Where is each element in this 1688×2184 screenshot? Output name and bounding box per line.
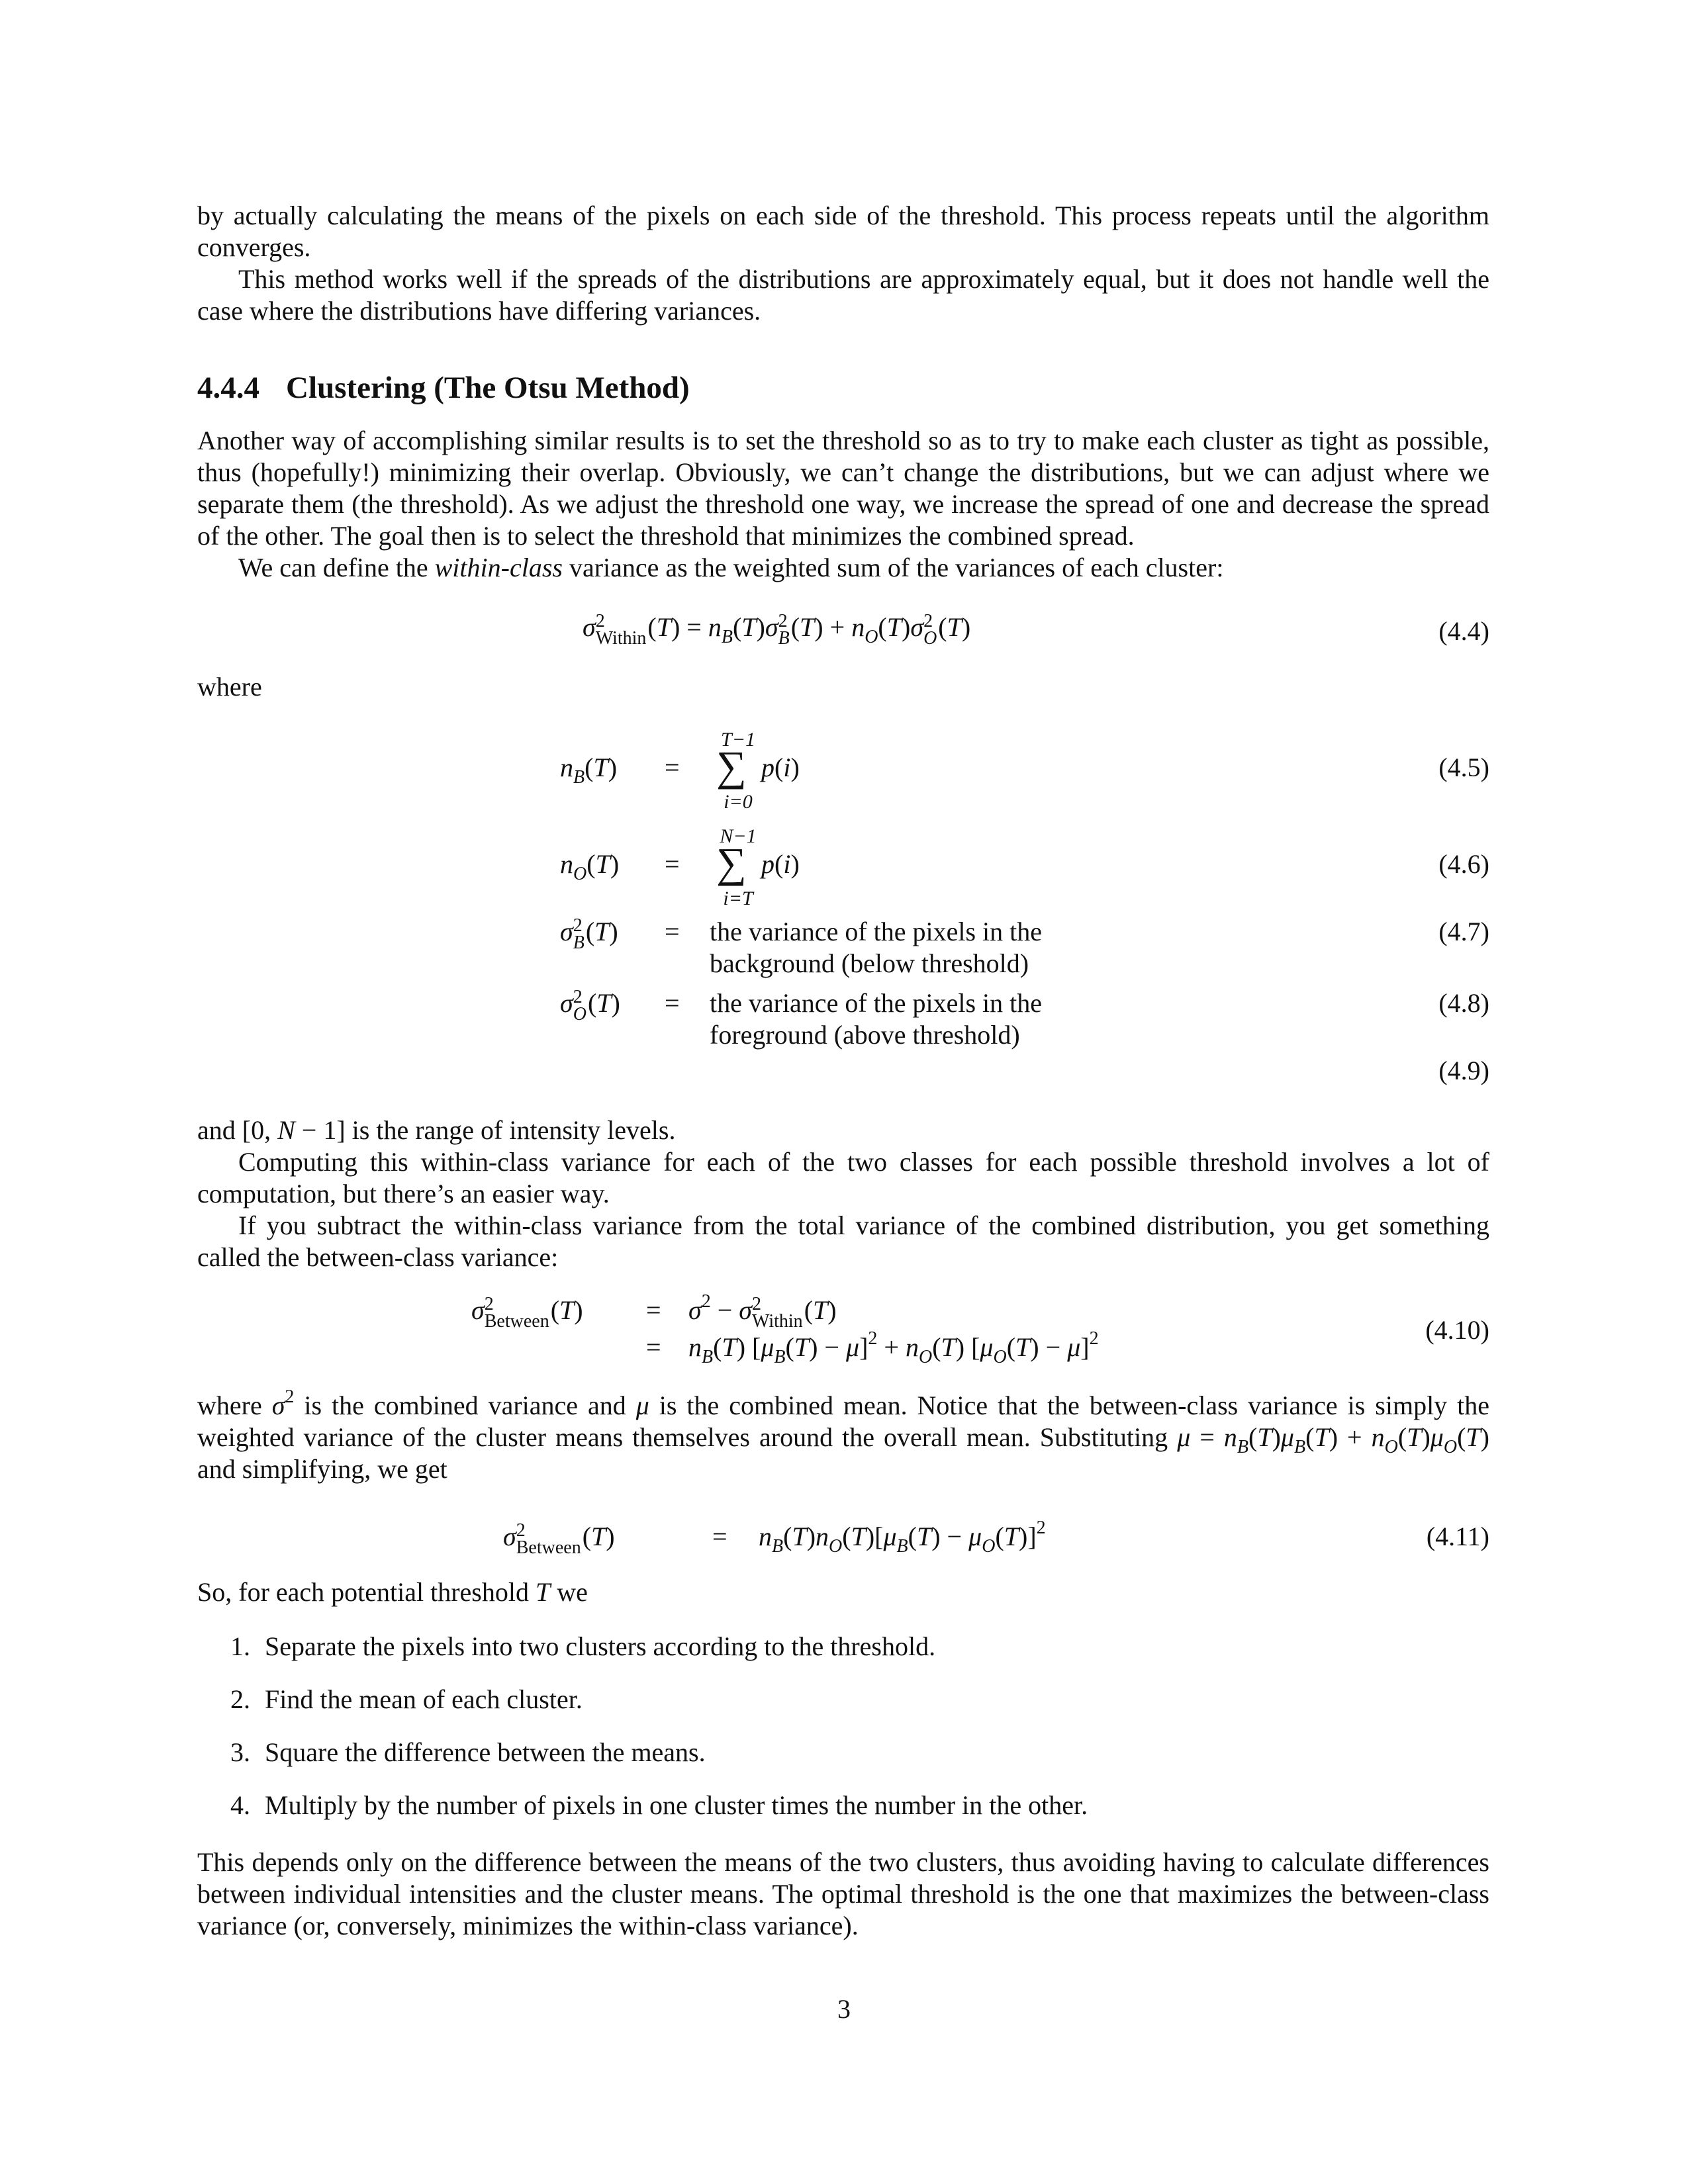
equation-4-10-lhs: σ 2 Between (T) — [471, 1293, 583, 1332]
list-item — [230, 1631, 1088, 1662]
equation-4-7-eq: = — [665, 917, 680, 946]
section-title: Clustering (The Otsu Method) — [286, 371, 690, 405]
paragraph-conclusion: This depends only on the difference between the means of the two clusters, thus avoiding having to calculate differences between individual intensities and the cluster means. The optimal threshold is the one that maximizes the between-class variance (or, conversely, minimizes the within-class variance). — [197, 1847, 1489, 1940]
list-item — [230, 1737, 1088, 1768]
equation-number-4-8: (4.8) — [1438, 988, 1489, 1018]
text-span: So, for each potential threshold — [197, 1577, 536, 1607]
equation-4-8-eq: = — [665, 988, 680, 1018]
equation-4-10-eq2: = — [646, 1332, 661, 1362]
text-span: and simplifying, we get — [197, 1454, 447, 1484]
equation-number-4-9: (4.9) — [1438, 1056, 1489, 1085]
paragraph-range: and [0, N − 1] is the range of intensity levels. — [197, 1115, 676, 1145]
definition-line: background (below threshold) — [710, 948, 1029, 978]
equation-4-10-line1: $\sigma^2 - \sigma$ 2 Within (T) — [688, 1291, 837, 1332]
equation-4-8-rhs — [710, 987, 1042, 1051]
equation-4-7-lhs: σ 2 B (T) — [560, 915, 618, 953]
equation-4-7-rhs — [710, 916, 1042, 979]
list-item-text: Square the difference between the means. — [265, 1737, 706, 1767]
equation-4-5-lhs: $n_B(T)$ — [560, 752, 618, 788]
text-span: and — [197, 1115, 242, 1145]
list-item-text: Find the mean of each cluster. — [265, 1684, 583, 1714]
where-label: where — [197, 672, 262, 702]
paragraph-procedure-intro: So, for each potential threshold T we — [197, 1577, 588, 1607]
list-item-number: 1. — [230, 1631, 250, 1661]
equation-4-10-line2: $n_B(T) [\mu_B(T) - \mu]^2 + n_O(T) [\mu_O(T) - \mu]^2$ — [688, 1328, 1099, 1367]
equation-number-4-4: (4.4) — [1438, 616, 1489, 646]
section-number: 4.4.4 — [197, 371, 259, 405]
sum-lower-limit: i=0 — [724, 791, 753, 813]
summation-sign: ∑ — [716, 743, 747, 790]
text-span: is the combined variance and — [294, 1390, 636, 1420]
text-span: variance as the weighted sum of the variances of each cluster: — [562, 553, 1224, 582]
equation-4-5-eq: = — [665, 752, 680, 782]
definition-line: the variance of the pixels in the — [710, 917, 1043, 946]
list-item-number: 4. — [230, 1790, 250, 1820]
equation-4-5-rhs: p(i) — [761, 752, 800, 782]
paragraph-otsu-intro: Another way of accomplishing similar results is to set the threshold so as to try to make each cluster as tight as possible, thus (hopefully!) minimizing their overlap. Obviously, we can’t change the distributions, but we can adjust where we separate them (the threshold). As we adjust the threshold one way, we increase the spread of one and decrease the spread of the other. The goal then is to select the threshold that minimizes the combined spread. — [197, 426, 1489, 551]
text-span: we — [550, 1577, 588, 1607]
sum-upper-limit: N−1 — [720, 825, 757, 847]
list-item-text: Multiply by the number of pixels in one cluster times the number in the other. — [265, 1790, 1088, 1820]
procedure-steps — [230, 1631, 1088, 1843]
text-span: We can define the — [238, 553, 435, 582]
equation-4-8-lhs: σ 2 O (T) — [560, 986, 620, 1024]
sum-upper-limit: T−1 — [721, 729, 755, 751]
equation-4-10-eq1: = — [646, 1295, 661, 1325]
equation-number-4-10: (4.10) — [1425, 1315, 1489, 1345]
paragraph-computing: Computing this within-class variance for each of the two classes for each possible threshold involves a lot of computation, but there’s an easier way. — [197, 1147, 1489, 1208]
text-span: where — [197, 1390, 272, 1420]
list-item — [230, 1684, 1088, 1715]
equation-number-4-5: (4.5) — [1438, 752, 1489, 782]
section-heading — [197, 369, 690, 406]
list-item-number: 3. — [230, 1737, 250, 1767]
emphasis-within-class: within-class — [434, 553, 563, 582]
text-span: is the range of intensity levels. — [345, 1115, 676, 1145]
list-item-text: Separate the pixels into two clusters according to the threshold. — [265, 1631, 936, 1661]
summation-sign: ∑ — [716, 839, 747, 886]
equation-4-11-rhs: $n_B(T)n_O(T)[\mu_B(T) - \mu_O(T)]^2$ — [759, 1518, 1046, 1557]
equation-4-6-eq: = — [665, 849, 680, 879]
text-span: is the combined mean. Notice that the between-class variance is simply the weighted variance of the cluster means themselves around the overall mean. Substituting — [197, 1390, 1490, 1452]
equation-4-6-rhs: p(i) — [761, 849, 800, 879]
paragraph-method-limits: This method works well if the spreads of the distributions are approximately equal, but it does not handle well the case where the distributions have differing variances. — [197, 264, 1489, 326]
equation-number-4-7: (4.7) — [1438, 917, 1489, 946]
list-item-number: 2. — [230, 1684, 250, 1714]
page-number: 3 — [837, 1994, 851, 2024]
sum-lower-limit: i=T — [723, 887, 753, 909]
within-subscript: Within — [595, 627, 647, 649]
equation-4-6-lhs: $n_O(T)$ — [560, 849, 620, 884]
between-subscript: Between — [484, 1310, 549, 1332]
list-item — [230, 1790, 1088, 1821]
paragraph-continued: by actually calculating the means of the pixels on each side of the threshold. This process repeats until the algorithm converges. — [197, 201, 1489, 262]
paragraph-within-class-def — [197, 552, 1489, 584]
definition-line: foreground (above threshold) — [710, 1020, 1020, 1050]
equation-number-4-11: (4.11) — [1426, 1522, 1489, 1551]
equation-4-11-lhs: σ 2 Between (T) — [503, 1520, 615, 1558]
paragraph-between-class-intro: If you subtract the within-class variance from the total variance of the combined distribution, you get something called the between-class variance: — [197, 1210, 1489, 1272]
paragraph-substitution: where $\sigma^2$ is the combined variance and μ is the combined mean. Notice that the between-class variance is simply the weighted variance of the cluster means themselves around the overall mean. Substituting $\mu = n_B(T)\mu_B(T) + n_O(T)\mu_O(T)$ and simplifying, we get — [197, 1387, 1490, 1484]
equation-4-4: σ 2 Within $(T) = n_B(T)\sigma$ 2 B $(T) + n_O(T)\sigma$ 2 O (T) — [583, 610, 971, 649]
definition-line: the variance of the pixels in the — [710, 988, 1043, 1018]
equation-4-11-eq: = — [712, 1522, 727, 1551]
equation-number-4-6: (4.6) — [1438, 849, 1489, 879]
